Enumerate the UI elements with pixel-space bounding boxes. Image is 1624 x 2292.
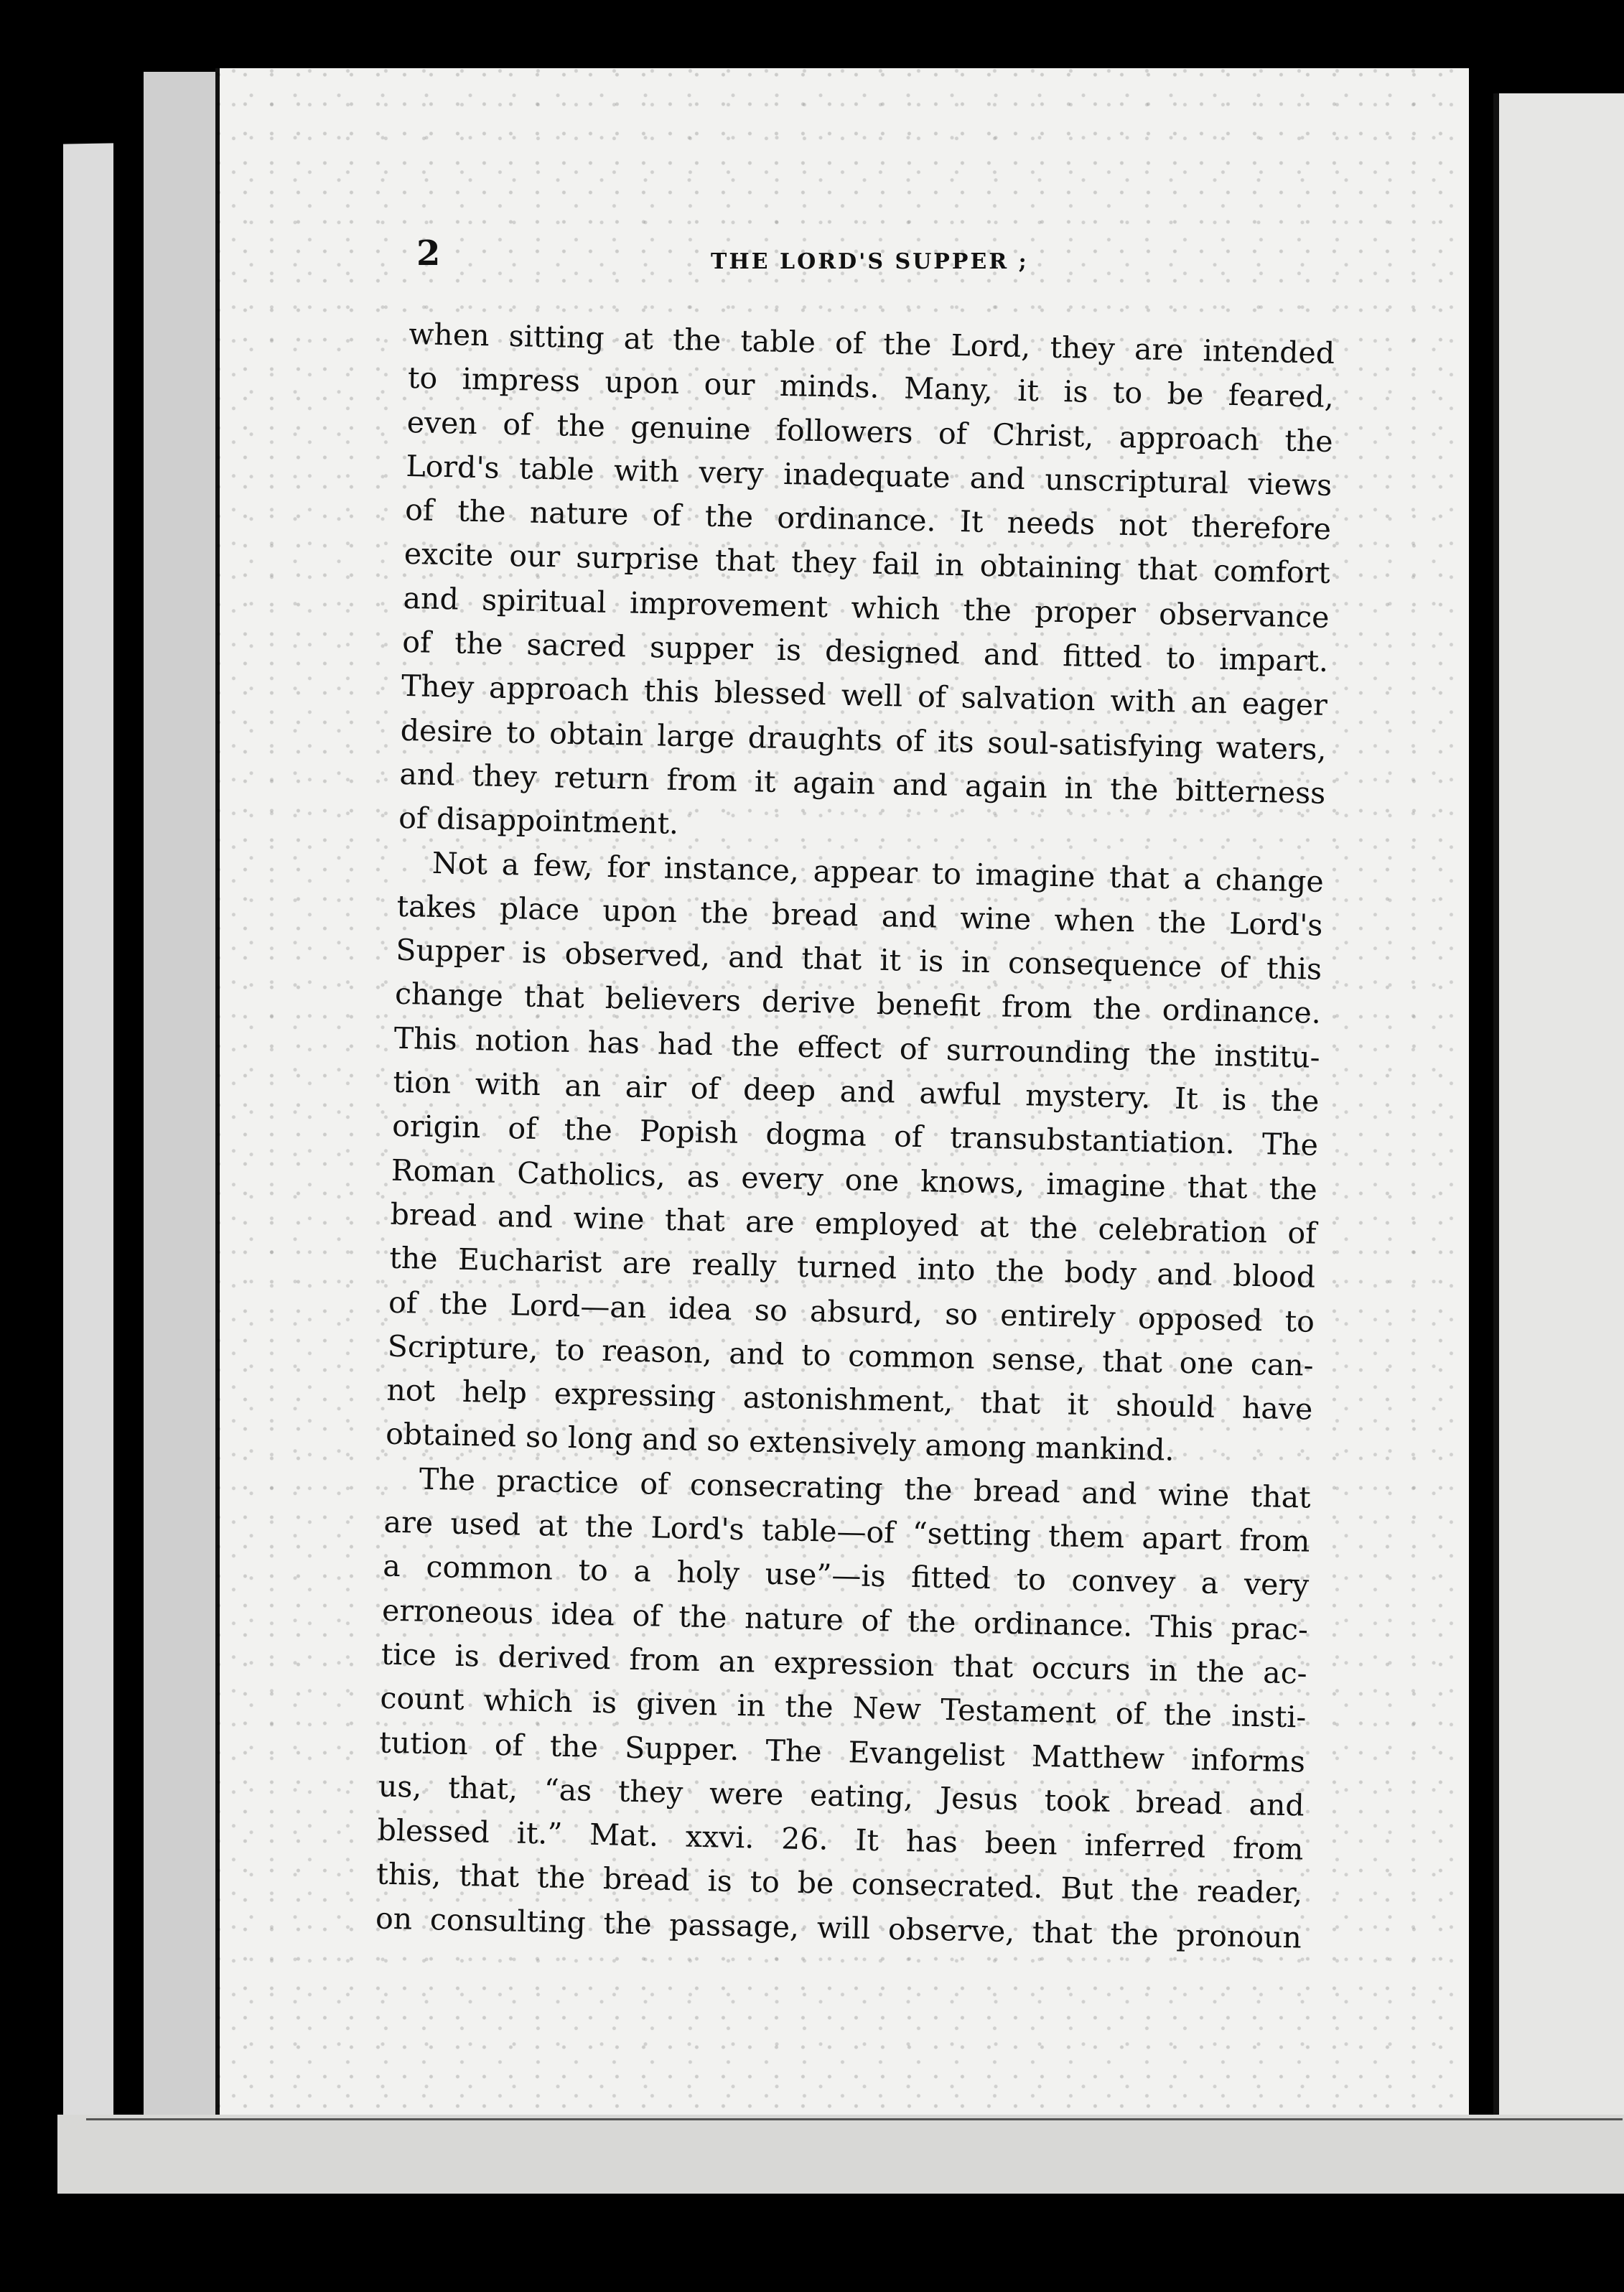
text-line: blessed it.” Mat. xxvi. 26. It has been inferred from: [377, 1812, 1304, 1867]
running-title: THE LORD'S SUPPER ;: [711, 249, 1029, 274]
text-line: Lord's table with very inadequate and unscriptural views: [406, 448, 1333, 503]
text-line: obtained so long and so extensively among mankind.: [385, 1417, 1175, 1468]
page-number: 2: [416, 233, 441, 274]
body-text: [375, 312, 1335, 1960]
text-line: tice is derived from an expression that occurs in the ac-: [381, 1636, 1308, 1691]
text-line: erroneous idea of the nature of the ordinance. This prac-: [381, 1593, 1309, 1647]
text-line: and they return from it again and again in the bitterness: [399, 756, 1326, 811]
text-line: not help expressing astonishment, that it should have: [386, 1372, 1313, 1427]
text-line: this, that the bread is to be consecrated. But the reader,: [375, 1856, 1303, 1911]
book-edge-inner: [144, 72, 215, 2154]
running-head: [416, 233, 1321, 276]
text-line: of the nature of the ordinance. It needs not therefore: [404, 493, 1332, 547]
text-line: of the Lord—an idea so absurd, so entirely opposed to: [388, 1285, 1315, 1339]
text-line: when sitting at the table of the Lord, they are intended: [408, 316, 1335, 371]
facing-page-edge: [1493, 93, 1624, 2176]
text-line: to impress upon our minds. Many, it is to be feared,: [407, 360, 1335, 415]
bottom-rule: [86, 2118, 1623, 2120]
text-line: This notion has had the effect of surrounding the institu-: [393, 1020, 1321, 1075]
text-line: origin of the Popish dogma of transubstantiation. The: [391, 1109, 1319, 1163]
text-line: change that believers derive benefit from the ordinance.: [394, 977, 1322, 1031]
text-line: Not a few, for instance, appear to imagine that a change: [431, 845, 1325, 899]
text-line: Roman Catholics, as every one knows, imagine that the: [391, 1152, 1318, 1207]
book-edge-outer: [63, 143, 113, 2140]
text-line: desire to obtain large draughts of its soul-satisfying waters,: [400, 712, 1327, 767]
text-line: They approach this blessed well of salvation with an eager: [401, 668, 1328, 723]
text-line: Supper is observed, and that it is in consequence of this: [395, 932, 1322, 987]
text-line: the Eucharist are really turned into the body and blood: [388, 1240, 1316, 1295]
text-line: are used at the Lord's table—of “setting them apart from: [383, 1504, 1310, 1559]
text-line: us, that, “as they were eating, Jesus took bread and: [378, 1769, 1305, 1823]
text-line: even of the genuine followers of Christ, approach the: [406, 404, 1334, 459]
text-line: tution of the Supper. The Evangelist Matthew informs: [378, 1725, 1306, 1779]
text-line: of the sacred supper is designed and fitted to impart.: [401, 624, 1329, 679]
text-line: Scripture, to reason, and to common sense, that one can-: [387, 1328, 1315, 1383]
text-line: of disappointment.: [398, 801, 679, 842]
text-line: excite our surprise that they fail in obtaining that comfort: [403, 536, 1331, 591]
text-line: takes place upon the bread and wine when the Lord's: [396, 888, 1323, 943]
page-bottom-margin: [57, 2115, 1624, 2194]
text-line: tion with an air of deep and awful mystery. It is the: [393, 1064, 1320, 1119]
text-line: bread and wine that are employed at the celebration of: [390, 1196, 1317, 1251]
text-line: The practice of consecrating the bread and wine that: [419, 1461, 1312, 1515]
text-line: and spiritual improvement which the proper observance: [403, 580, 1330, 635]
text-line: on consulting the passage, will observe, that the pronoun: [375, 1901, 1302, 1955]
text-line: a common to a holy use”—is fitted to convey a very: [382, 1548, 1310, 1603]
text-line: count which is given in the New Testament of the insti-: [380, 1680, 1307, 1735]
